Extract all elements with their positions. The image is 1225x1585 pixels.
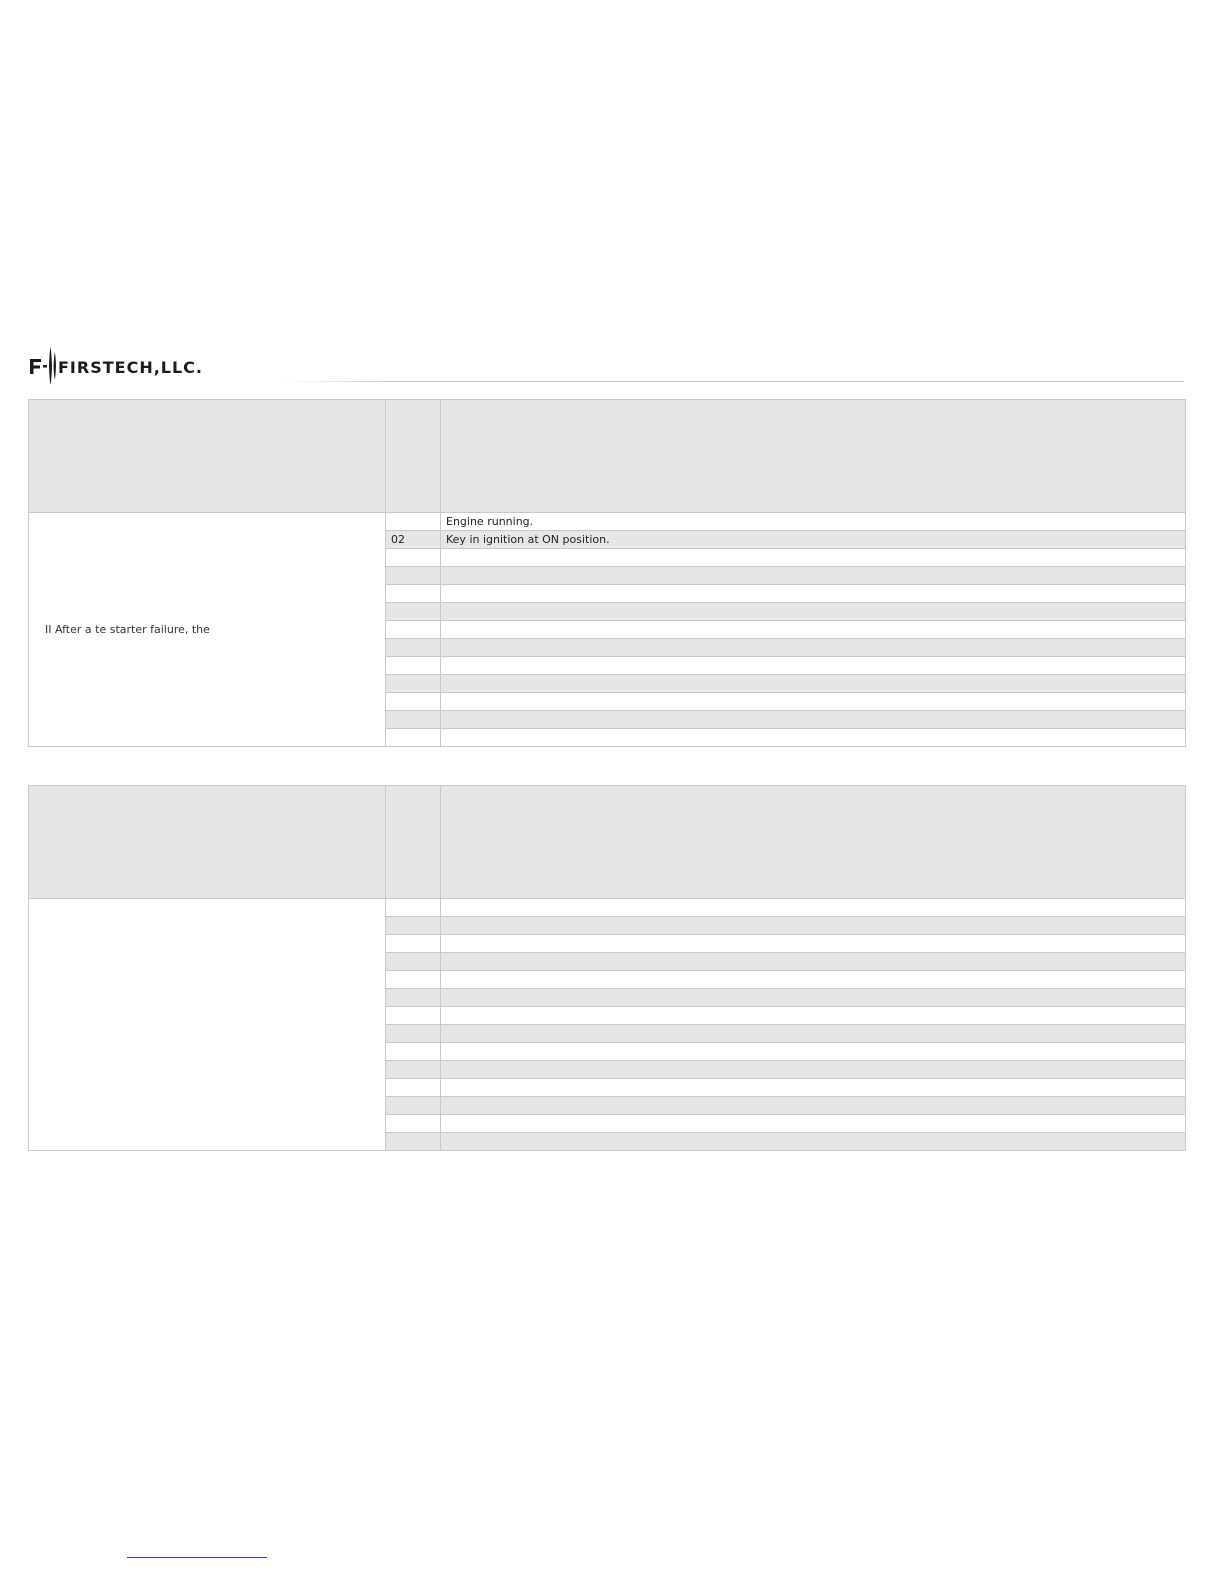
code-cell (386, 1133, 441, 1151)
description-cell (441, 935, 1186, 953)
code-cell (386, 639, 441, 657)
code-cell (386, 953, 441, 971)
code-cell (386, 729, 441, 747)
description-cell (441, 603, 1186, 621)
code-cell (386, 567, 441, 585)
description-cell (441, 1025, 1186, 1043)
condition-text: II After a te starter failure, the (45, 623, 210, 636)
header-cell-condition (29, 400, 386, 513)
description-cell (441, 917, 1186, 935)
description-cell (441, 1115, 1186, 1133)
description-cell (441, 729, 1186, 747)
description-cell (441, 953, 1186, 971)
table-row (29, 899, 1186, 917)
condition-cell (29, 513, 386, 747)
header-cell-condition (29, 786, 386, 899)
description-cell (441, 711, 1186, 729)
code-cell (386, 693, 441, 711)
code-cell (386, 513, 441, 531)
description-cell (441, 1097, 1186, 1115)
code-cell (386, 603, 441, 621)
code-cell (386, 989, 441, 1007)
code-cell (386, 1115, 441, 1133)
description-cell (441, 657, 1186, 675)
code-cell (386, 621, 441, 639)
code-cell: 02 (386, 531, 441, 549)
footer-hyperlink-underline[interactable] (127, 1557, 267, 1558)
description-cell (441, 1007, 1186, 1025)
code-cell (386, 657, 441, 675)
description-cell (441, 567, 1186, 585)
header-cell-code (386, 400, 441, 513)
table-row (29, 513, 1186, 531)
diagnostic-table-2 (28, 785, 1186, 1151)
code-cell (386, 1025, 441, 1043)
description-cell (441, 1079, 1186, 1097)
header-cell-description (441, 786, 1186, 899)
code-cell (386, 917, 441, 935)
diagnostic-table-1 (28, 399, 1186, 747)
code-cell (386, 711, 441, 729)
code-cell (386, 1061, 441, 1079)
logo-wordmark: FIRSTECH,LLC. (58, 358, 203, 377)
description-cell: Key in ignition at ON position. (441, 531, 1186, 549)
code-cell (386, 899, 441, 917)
code-cell (386, 1043, 441, 1061)
code-cell (386, 1007, 441, 1025)
description-cell (441, 989, 1186, 1007)
code-cell (386, 549, 441, 567)
description-cell (441, 675, 1186, 693)
header-cell-code (386, 786, 441, 899)
table-header-row (29, 786, 1186, 899)
description-cell (441, 693, 1186, 711)
description-cell (441, 1043, 1186, 1061)
description-cell: Engine running. (441, 513, 1186, 531)
header-cell-description (441, 400, 1186, 513)
condition-cell (29, 899, 386, 1151)
description-cell (441, 585, 1186, 603)
description-cell (441, 1133, 1186, 1151)
description-cell (441, 639, 1186, 657)
header-divider (282, 381, 1184, 382)
description-cell (441, 621, 1186, 639)
description-cell (441, 549, 1186, 567)
description-cell (441, 971, 1186, 989)
description-cell (441, 899, 1186, 917)
code-cell (386, 1097, 441, 1115)
code-cell (386, 585, 441, 603)
table-header-row (29, 400, 1186, 513)
code-cell (386, 675, 441, 693)
code-cell (386, 1079, 441, 1097)
code-cell (386, 935, 441, 953)
description-cell (441, 1061, 1186, 1079)
code-cell (386, 971, 441, 989)
